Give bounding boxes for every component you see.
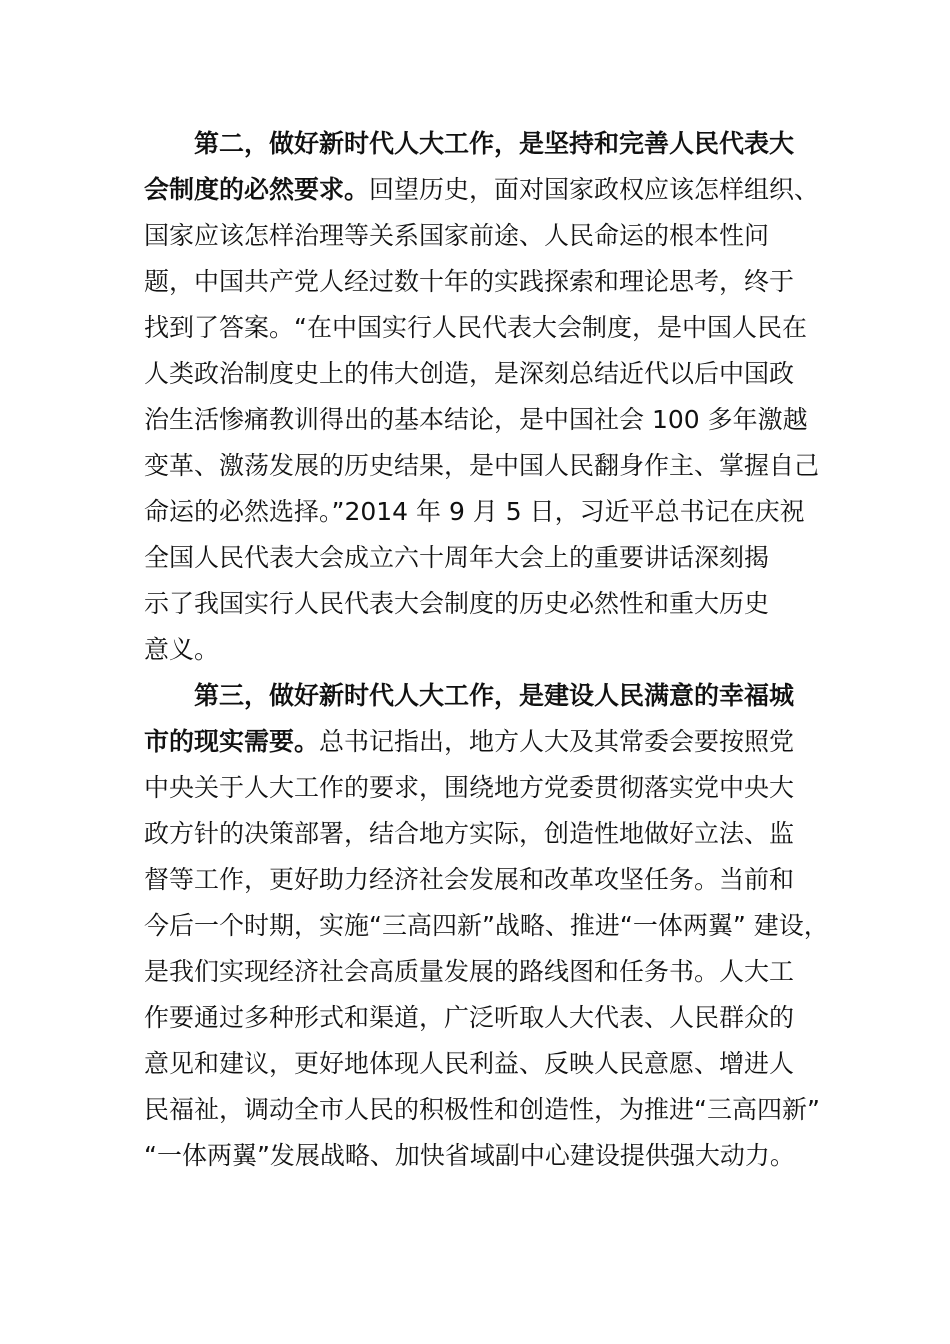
body-text: 总书记指出，地方人大及其常委会要按照党: [319, 727, 795, 756]
text-line: [144, 581, 812, 627]
body-text: 全国人民代表大会成立六十周年大会上的重要讲话深刻揭: [144, 543, 770, 572]
text-line: [144, 765, 812, 811]
text-line: [144, 489, 812, 535]
body-text: 变革、激荡发展的历史结果，是中国人民翻身作主、掌握自己: [144, 451, 820, 480]
body-text: 政方针的决策部署，结合地方实际，创造性地做好立法、监: [144, 819, 795, 848]
text-line: [144, 811, 812, 857]
body-text: 民福祉，调动全市人民的积极性和创造性，为推进“三高四新”: [144, 1095, 820, 1124]
text-line: [144, 351, 812, 397]
text-line: [144, 857, 812, 903]
text-line: [144, 719, 812, 765]
text-line: [144, 121, 812, 167]
paragraph: [144, 121, 820, 673]
body-text: 治生活惨痛教训得出的基本结论，是中国社会 100 多年激越: [144, 405, 808, 434]
body-text: 人类政治制度史上的伟大创造，是深刻总结近代以后中国政: [144, 359, 795, 388]
bold-heading-text: 第三，做好新时代人大工作，是建设人民满意的幸福城: [194, 681, 795, 710]
body-text: 意义。: [144, 635, 220, 664]
text-line: [144, 535, 812, 581]
text-line: [144, 305, 812, 351]
text-line: [144, 213, 812, 259]
text-line: [144, 995, 812, 1041]
text-line: [144, 1041, 812, 1087]
body-text: 命运的必然选择。”2014 年 9 月 5 日，习近平总书记在庆祝: [144, 497, 805, 526]
text-line: [144, 949, 812, 995]
body-text: 示了我国实行人民代表大会制度的历史必然性和重大历史: [144, 589, 770, 618]
body-text: 今后一个时期，实施“三高四新”战略、推进“一体两翼” 建设，: [144, 911, 829, 940]
body-text: “一体两翼”发展战略、加快省域副中心建设提供强大动力。: [144, 1141, 795, 1170]
body-text: 回望历史，面对国家政权应该怎样组织、: [369, 175, 820, 204]
body-text: 作要通过多种形式和渠道，广泛听取人大代表、人民群众的: [144, 1003, 795, 1032]
bold-heading-text: 市的现实需要。: [144, 727, 320, 756]
text-line: [144, 1133, 812, 1179]
text-line: [144, 397, 812, 443]
body-text: 意见和建议，更好地体现人民利益、反映人民意愿、增进人: [144, 1049, 795, 1078]
text-line: [144, 673, 812, 719]
body-text: 是我们实现经济社会高质量发展的路线图和任务书。人大工: [144, 957, 795, 986]
body-text: 题，中国共产党人经过数十年的实践探索和理论思考，终于: [144, 267, 795, 296]
bold-heading-text: 第二，做好新时代人大工作，是坚持和完善人民代表大: [194, 129, 795, 158]
body-text: 中央关于人大工作的要求，围绕地方党委贯彻落实党中央大: [144, 773, 795, 802]
text-line: [144, 627, 812, 673]
text-line: [144, 167, 820, 213]
body-text: 找到了答案。“在中国实行人民代表大会制度，是中国人民在: [144, 313, 807, 342]
document-body: [144, 121, 829, 1179]
text-line: [144, 259, 812, 305]
text-line: [144, 1087, 820, 1133]
body-text: 国家应该怎样治理等关系国家前途、人民命运的根本性问: [144, 221, 770, 250]
text-line: [144, 443, 820, 489]
text-line: [144, 903, 829, 949]
bold-heading-text: 会制度的必然要求。: [144, 175, 370, 204]
body-text: 督等工作，更好助力经济社会发展和改革攻坚任务。当前和: [144, 865, 795, 894]
paragraph: [144, 673, 829, 1179]
